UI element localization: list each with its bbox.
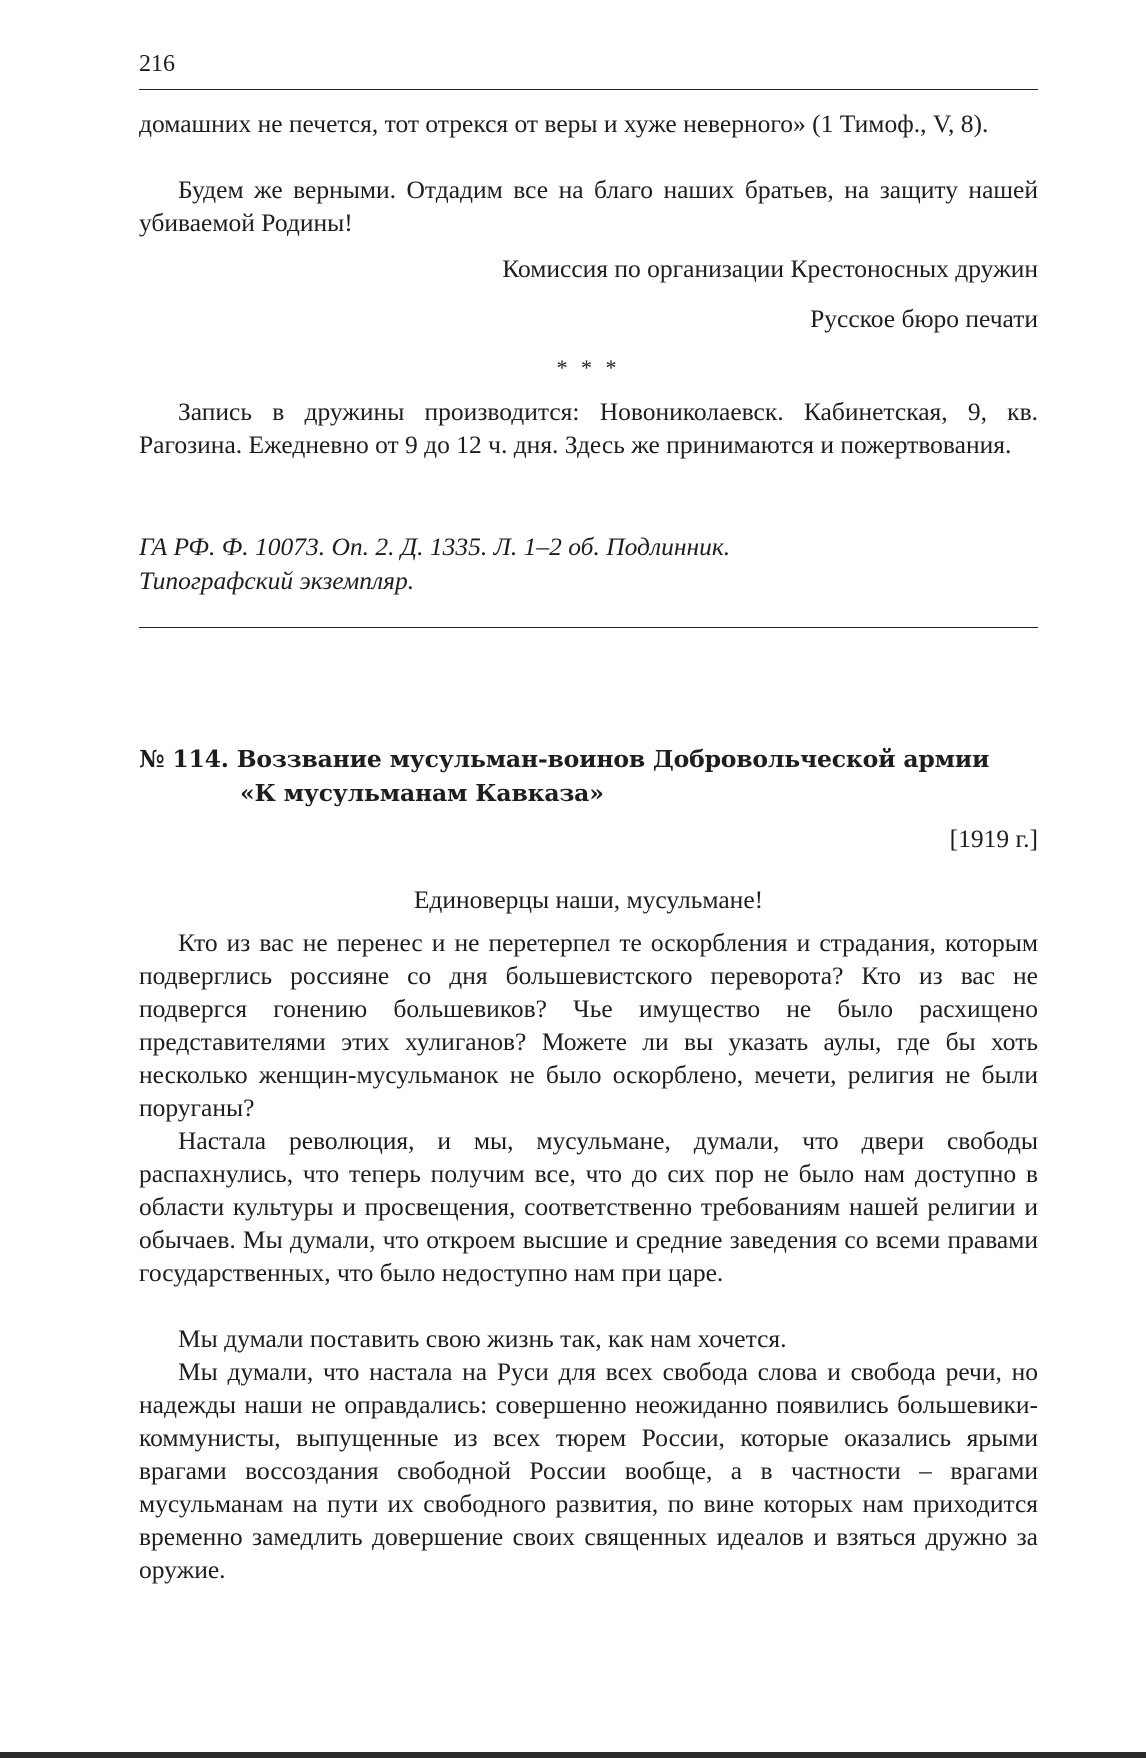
continuation-paragraph: домашних не печется, тот отрекся от веры и хуже неверного» (1 Тимоф., V, 8).	[139, 109, 989, 138]
body-paragraph: Мы думали, что настала на Руси для всех свобода слова и свобода речи, но надежды наши не оправдались: совершенно неожиданно появились большевики-коммунисты, выпущенные из всех тюрем России, которые оказались ярыми врагами воссоздания свободной России вообще, а в частности – врагами мусульманам на пути их свободного развития, по вине которых нам приходится временно замедлить довершение своих священных идеалов и взяться дружно за оружие.	[139, 1357, 1038, 1584]
signature-press-bureau: Русское бюро печати	[810, 304, 1038, 333]
signature-commission: Комиссия по организации Крестоносных дружин	[502, 254, 1038, 283]
document-title	[139, 742, 1038, 810]
body-paragraph: Кто из вас не перенес и не перетерпел те оскорбления и страдания, которым подверглись россияне со дня большевистского переворота? Кто из вас не подвергся гонению большевиков? Чье имущество не было расхищено представителями этих хулиганов? Можете ли вы указать аулы, где бы хоть несколько женщин-мусульманок не было оскорблено, мечети, религия не были поруганы?	[139, 928, 1038, 1122]
section-separator-rule	[139, 627, 1038, 628]
document-title-line2: «К мусульманам Кавказа»	[240, 779, 604, 807]
header-rule	[139, 89, 1038, 90]
archive-source-line2: Типографский экземпляр.	[139, 566, 415, 595]
document-date: [1919 г.]	[949, 824, 1038, 853]
body-paragraph: Мы думали поставить свою жизнь так, как нам хочется.	[178, 1324, 787, 1353]
page-number: 216	[139, 51, 175, 77]
section-stars: * * *	[556, 355, 621, 380]
document-address: Единоверцы наши, мусульмане!	[413, 885, 764, 914]
body-paragraph: Настала революция, и мы, мусульмане, думали, что двери свободы распахнулись, что теперь получим все, что до сих пор не было нам доступно в области культуры и просвещения, соответственно требованиям нашей религии и обычаев. Мы думали, что откроем высшие и средние заведения со всеми правами государственных, что было недоступно нам при царе.	[139, 1126, 1038, 1287]
enrollment-paragraph: Запись в дружины производится: Новониколаевск. Кабинетская, 9, кв. Рагозина. Ежедневно от 9 до 12 ч. дня. Здесь же принимаются и пожертвования.	[139, 397, 1038, 459]
archive-source-line1: ГА РФ. Ф. 10073. Оп. 2. Д. 1335. Л. 1–2 об. Подлинник.	[139, 532, 731, 561]
closing-paragraph: Будем же верными. Отдадим все на благо наших братьев, на защиту нашей убиваемой Родины!	[139, 175, 1038, 237]
book-page	[139, 0, 1038, 1758]
scan-bottom-edge	[0, 1752, 1146, 1758]
document-title-line1: № 114. Воззвание мусульман-воинов Добровольческой армии	[139, 745, 990, 773]
